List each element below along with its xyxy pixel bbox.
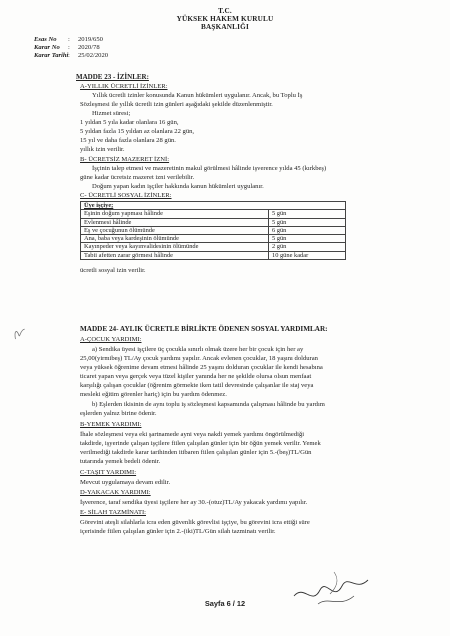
- madde24-e-title: E- SİLAH TAZMİNATI:: [80, 509, 147, 516]
- social-leave-table-head: [81, 202, 346, 210]
- table-row: [81, 218, 346, 226]
- madde24-title: MADDE 24- AYLIK ÜCRETLE BİRLİKTE ÖDENEN SOSYAL YARDIMLAR:: [80, 325, 328, 333]
- table-cell-days: 2 gün: [269, 243, 346, 251]
- table-cell-event: Ana, baba veya kardeşinin ölümünde: [81, 235, 269, 243]
- table-cell-days: 5 gün: [269, 235, 346, 243]
- madde24-c-l1: Mevcut uygulamaya devam edilir.: [80, 479, 171, 486]
- madde24-a-l7: b) Eşlerden ikisinin de aynı toplu iş sözleşmesi kapsamında çalışması hâlinde bu yardım: [92, 401, 325, 408]
- meta-esas: Esas No : 2019/650: [34, 36, 103, 43]
- page-number: Sayfa 6 / 12: [204, 599, 246, 608]
- madde23-b-p3: Doğum yapan kadın işçiler hakkında kanun hükümleri uygulanır.: [92, 183, 264, 190]
- table-cell-days: 5 gün: [269, 210, 346, 218]
- table-cell-event: Kayınpeder veya kayınvalidesinin ölümünde: [81, 243, 269, 251]
- table-cell-event: Eş ve çocuğunun ölümünde: [81, 226, 269, 234]
- table-cell-event: Eşinin doğum yapması hâlinde: [81, 210, 269, 218]
- social-leave-table: [80, 201, 346, 260]
- madde24-b-l3: verilmediği takdirde karar tarihinden itibaren fiilen çalışılan günler için 5.-(beş)TL/Gün: [80, 449, 312, 456]
- madde23-b-p1: İşçinin talep etmesi ve mazeretinin makul görülmesi hâlinde işverence yılda 45 (kırkbeş): [92, 165, 327, 172]
- madde23-a-l3: 15 yıl ve daha fazla olanlara 28 gün.: [80, 137, 176, 144]
- madde23-a-p3: Hizmet süresi;: [92, 110, 131, 117]
- madde23-a-l1: 1 yıldan 5 yıla kadar olanlara 16 gün,: [80, 119, 179, 126]
- meta-tarih: Karar Tarihi: 25/02/2020: [34, 52, 109, 59]
- social-leave-table-heading: Üye işçiye;: [81, 202, 346, 210]
- table-row: [81, 235, 346, 243]
- madde24-a-l3: veya yüksek öğrenime devam etmesi hâlinde 25 yaşını dolduran çocuklar ile kendi hesabına: [80, 364, 323, 371]
- madde24-b-l1: İhale sözleşmesi veya eki şartnamede ayni veya nakdi yemek yardımı öngörülmediği: [80, 431, 305, 438]
- madde24-a-l1: a) Sendika üyesi işçilere üç çocukla sınırlı olmak üzere her bir çocuk için her ay: [92, 346, 304, 353]
- table-cell-event: Tabii afetten zarar görmesi hâlinde: [81, 251, 269, 259]
- header-tc: T.C.: [218, 7, 232, 15]
- madde24-c-title: C-TAŞIT YARDIMI:: [80, 469, 137, 476]
- madde24-a-l6: mesleki eğitim görenler hariç) için bu yardım ödenmez.: [80, 391, 227, 398]
- table-row: [81, 210, 346, 218]
- madde23-c-foot: ücretli sosyal izin verilir.: [80, 267, 146, 274]
- table-cell-days: 5 gün: [269, 218, 346, 226]
- table-cell-days: 10 güne kadar: [269, 251, 346, 259]
- madde23-a-title: A-YILLIK ÜCRETLİ İZİNLER:: [80, 83, 168, 90]
- table-cell-days: 6 gün: [269, 226, 346, 234]
- margin-initials-mark: [10, 323, 31, 343]
- madde24-d-l1: İşverence, taraf sendika üyesi işçilere her ay 30.-(otuz)TL/Ay yakacak yardımı yapılır.: [80, 499, 308, 506]
- header-institution: YÜKSEK HAKEM KURULU: [176, 15, 274, 23]
- madde24-e-l2: içerisinde fiilen çalışılan günler için 2.-(iki)TL/Gün silah tazminatı verilir.: [80, 528, 276, 535]
- table-cell-event: Evlenmesi hâlinde: [81, 218, 269, 226]
- madde24-a-l8: eşlerden yalnız birine ödenir.: [80, 410, 157, 417]
- table-row: [81, 243, 346, 251]
- madde23-c-title: C- ÜCRETLİ SOSYAL İZİNLER:: [80, 192, 172, 199]
- madde23-b-p2: güne kadar ücretsiz mazeret izni verilebilir.: [80, 174, 195, 181]
- madde24-b-title: B-YEMEK YARDIMI:: [80, 421, 142, 428]
- meta-karar: Karar No : 2020/78: [34, 44, 100, 51]
- madde23-a-l2: 5 yıldan fazla 15 yıldan az olanlara 22 gün,: [80, 128, 195, 135]
- madde24-b-l2: takdirde, işyerinde çalışan işçilere fiilen çalışılan günler için bir öğün yemek verilir. Yemek: [80, 440, 321, 447]
- table-row: [81, 226, 346, 234]
- madde24-a-title: A-ÇOCUK YARDIMI:: [80, 336, 142, 343]
- madde24-a-l4: ticaret yapan veya gerçek veya tüzel kişiler yanında her ne şekilde olursa olsun menfaat: [80, 373, 312, 380]
- table-row: [81, 251, 346, 259]
- madde23-title: MADDE 23 - İZİNLER:: [76, 73, 149, 81]
- madde24-b-l4: tutarında yemek bedeli ödenir.: [80, 458, 161, 465]
- madde23-a-p2: Sözleşmesi ile yıllık ücretli izin günleri aşağıdaki şekilde düzenlenmiştir.: [80, 101, 273, 108]
- madde24-d-title: D-YAKACAK YARDIMI:: [80, 489, 151, 496]
- madde23-a-l4: yıllık izin verilir.: [80, 146, 125, 153]
- madde23-b-title: B- ÜCRETSİZ MAZERET İZNİ:: [80, 156, 170, 163]
- header-presidency: BAŞKANLIĞI: [201, 23, 249, 31]
- madde24-e-l1: Görevini ateşli silahlarla icra eden güvenlik görevlisi işçiye, bu görevini icra ettiği süre: [80, 519, 310, 526]
- madde23-a-p1: Yıllık ücretli izinler konusunda Kanun hükümleri uygulanır. Ancak, bu Toplu İş: [92, 92, 303, 99]
- madde24-a-l2: 25,00(yirmibeş) TL/Ay çocuk yardımı yapılır. Ancak evlenen çocuklar, 18 yaşını dolduran: [80, 355, 318, 362]
- madde24-a-l5: karşılığı çalışan çocuklar (öğrenim görmekte iken tatil devresinde çalışanlar ile staj veya: [80, 382, 314, 389]
